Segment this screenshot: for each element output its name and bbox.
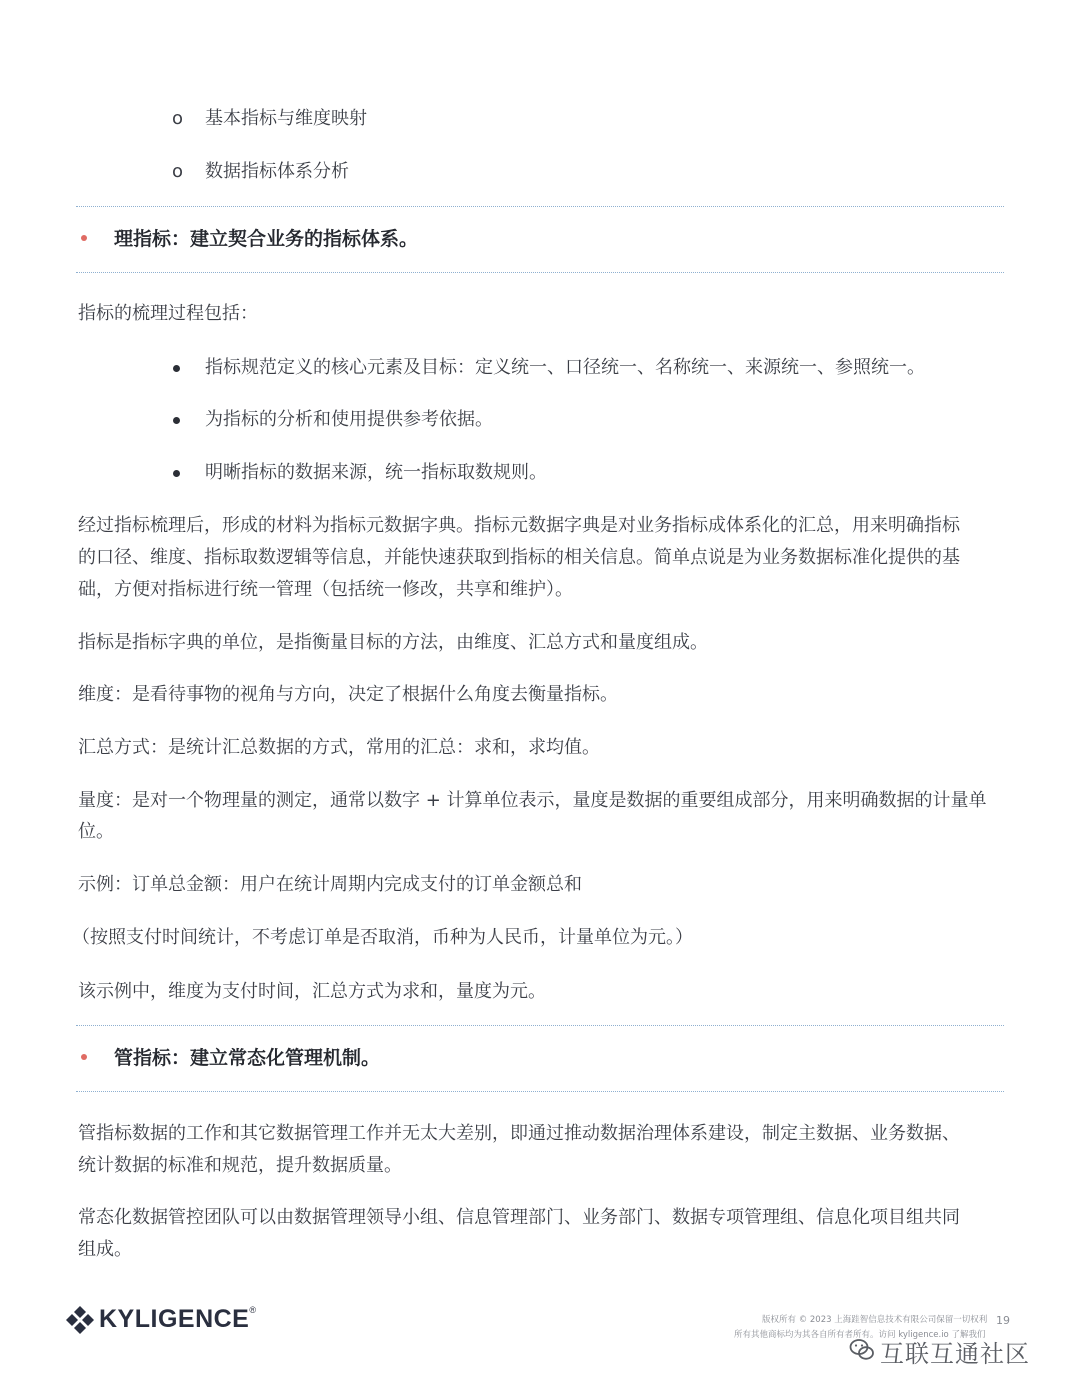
logo-wordmark: KYLIGENCE [99,1305,250,1333]
wechat-icon [848,1336,876,1364]
paragraph-line: 量度：是对一个物理量的测定，通常以数字 + 计算单位表示，量度是数据的重要组成部分，用来明确数据的计量单 [78,790,987,811]
kyligence-logo-icon [64,1304,96,1336]
list-bullet-icon [173,470,180,477]
watermark-text: 互联互通社区 [880,1340,1030,1368]
paragraph-line: 统计数据的标准和规范，提升数据质量。 [78,1155,402,1176]
paragraph: 该示例中，维度为支付时间，汇总方式为求和，量度为元。 [78,981,546,1002]
copyright-line: 所有其他商标均为其各自所有者所有。访问 kyligence.io 了解我们 [734,1330,986,1340]
paragraph-line: 管指标数据的工作和其它数据管理工作并无太大差别，即通过推动数据治理体系建设，制定主数据、业务数据、 [78,1123,960,1144]
list-item: 明晰指标的数据来源，统一指标取数规则。 [205,462,547,483]
intro-text: 指标的梳理过程包括： [78,303,258,324]
sub-bullet-text: 基本指标与维度映射 [205,108,367,129]
section-divider-bottom [76,272,1004,273]
section-heading-manage: 理指标：建立契合业务的指标体系。 [114,228,419,250]
section-heading-control: 管指标：建立常态化管理机制。 [114,1047,381,1069]
list-item: 为指标的分析和使用提供参考依据。 [205,409,493,430]
kyligence-logo-text [99,1305,257,1334]
logo-registered-mark: ® [249,1305,257,1315]
page-number: 19 [996,1314,1010,1327]
list-bullet-icon [173,417,180,424]
section-bullet-icon [81,1054,87,1060]
section-divider-bottom [76,1091,1004,1092]
paragraph-line: 组成。 [78,1239,132,1260]
paragraph: 维度：是看待事物的视角与方向，决定了根据什么角度去衡量指标。 [78,684,618,705]
sub-bullet-marker: o [172,161,184,182]
paragraph: 汇总方式：是统计汇总数据的方式，常用的汇总：求和，求均值。 [78,737,600,758]
paragraph: 指标是指标字典的单位，是指衡量目标的方法，由维度、汇总方式和量度组成。 [78,632,708,653]
paragraph: 示例：订单总金额：用户在统计周期内完成支付的订单金额总和 [78,874,582,895]
paragraph-line: 常态化数据管控团队可以由数据管理领导小组、信息管理部门、业务部门、数据专项管理组、信息化项目组共同 [78,1207,960,1228]
sub-bullet-text: 数据指标体系分析 [205,161,349,182]
list-bullet-icon [173,365,180,372]
copyright-line: 版权所有 © 2023 上海跬智信息技术有限公司保留一切权利 [762,1315,988,1325]
section-divider-top [76,1025,1004,1026]
list-item: 指标规范定义的核心元素及目标：定义统一、口径统一、名称统一、来源统一、参照统一。 [205,357,925,378]
paragraph: （按照支付时间统计，不考虑订单是否取消，币种为人民币，计量单位为元。） [72,927,693,948]
paragraph-line: 的口径、维度、指标取数逻辑等信息，并能快速获取到指标的相关信息。简单点说是为业务数据标准化提供的基 [78,547,960,568]
paragraph-line: 位。 [78,821,114,842]
section-bullet-icon [81,235,87,241]
sub-bullet-marker: o [172,108,184,129]
paragraph-line: 础，方便对指标进行统一管理（包括统一修改，共享和维护）。 [78,579,573,600]
section-divider-top [76,206,1004,207]
paragraph-line: 经过指标梳理后，形成的材料为指标元数据字典。指标元数据字典是对业务指标成体系化的汇总，用来明确指标 [78,515,960,536]
